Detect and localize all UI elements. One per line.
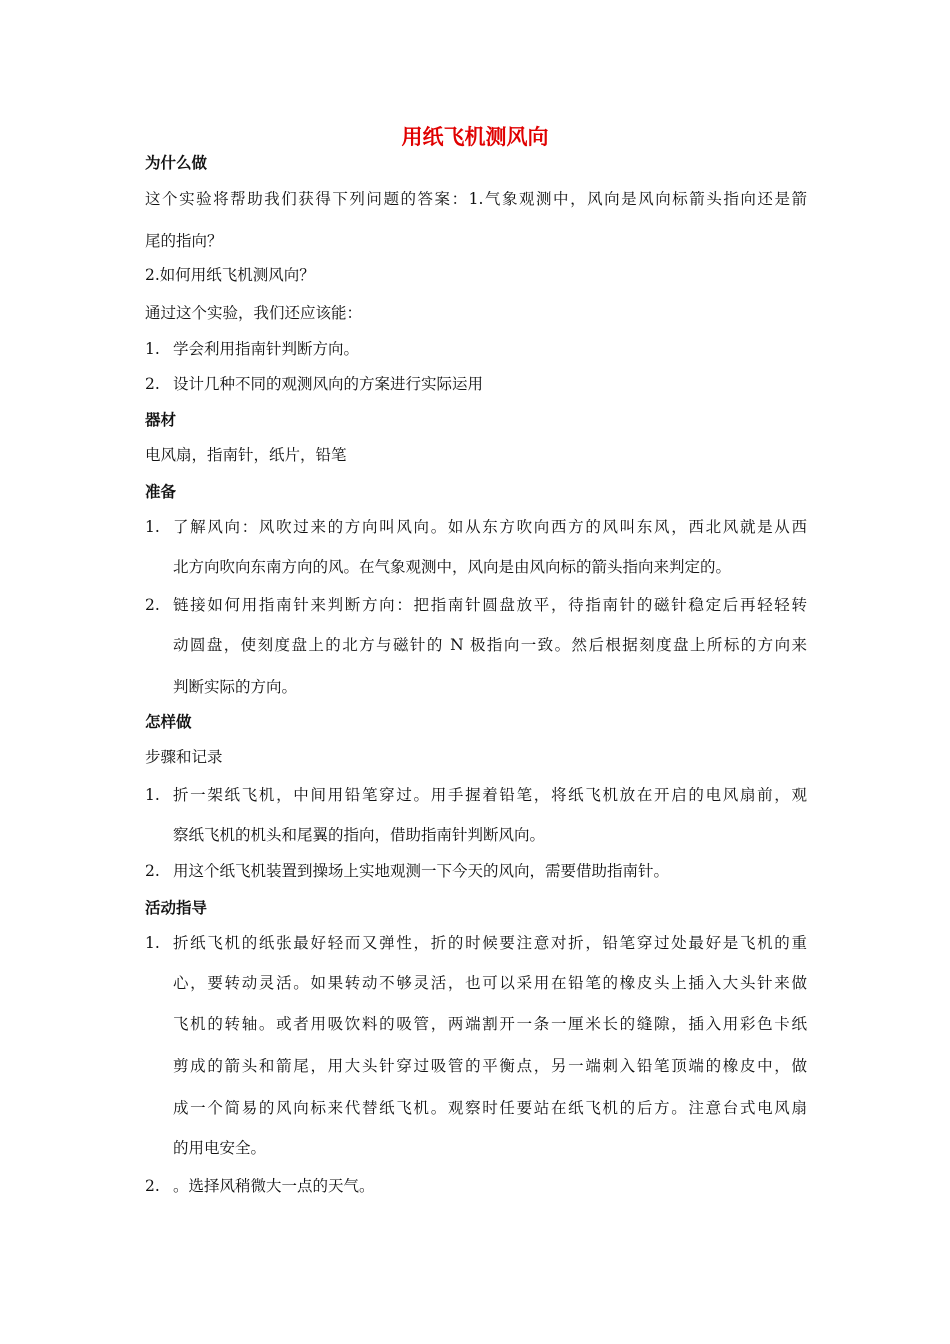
how-item-1-line-1: 折一架纸飞机，中间用铅笔穿过。用手握着铅笔，将纸飞机放在开启的电风扇前，观 bbox=[173, 786, 807, 804]
how-item-1-line-2: 察纸飞机的机头和尾翼的指向，借助指南针判断风向。 bbox=[173, 826, 546, 844]
why-item-1-text: 学会利用指南针判断方向。 bbox=[173, 340, 360, 358]
guide-item-1-line-4: 剪成的箭头和箭尾，用大头针穿过吸管的平衡点，另一端刺入铅笔顶端的橡皮中，做 bbox=[173, 1057, 807, 1075]
prepare-item-1-number: 1. bbox=[145, 518, 160, 536]
guide-item-1-line-5: 成一个简易的风向标来代替纸飞机。观察时任要站在纸飞机的后方。注意台式电风扇 bbox=[173, 1099, 807, 1117]
guide-item-1-line-6: 的用电安全。 bbox=[173, 1139, 267, 1157]
section-heading-guide: 活动指导 bbox=[145, 899, 208, 917]
guide-item-2-number: 2. bbox=[145, 1177, 160, 1195]
why-intro-line-2: 尾的指向？ bbox=[145, 232, 223, 250]
guide-item-1-number: 1. bbox=[145, 934, 160, 952]
why-item-2-text: 设计几种不同的观测风向的方案进行实际运用 bbox=[173, 375, 484, 393]
why-item-1-number: 1. bbox=[145, 340, 160, 358]
section-heading-prepare: 准备 bbox=[145, 483, 177, 501]
how-item-1-number: 1. bbox=[145, 786, 160, 804]
section-heading-materials: 器材 bbox=[145, 411, 177, 429]
how-item-2-line-1: 用这个纸飞机装置到操场上实地观测一下今天的风向，需要借助指南针。 bbox=[173, 862, 670, 880]
section-heading-why: 为什么做 bbox=[145, 154, 208, 172]
prepare-item-2-line-1: 链接如何用指南针来判断方向：把指南针圆盘放平，待指南针的磁针稳定后再轻轻转 bbox=[173, 596, 807, 614]
why-intro-line-1: 这个实验将帮助我们获得下列问题的答案：1.气象观测中，风向是风向标箭头指向还是箭 bbox=[145, 190, 807, 208]
prepare-item-1-line-2: 北方向吹向东南方向的风。在气象观测中，风向是由风向标的箭头指向来判定的。 bbox=[173, 558, 732, 576]
how-item-2-number: 2. bbox=[145, 862, 160, 880]
materials-text: 电风扇，指南针，纸片，铅笔 bbox=[145, 446, 347, 464]
section-heading-how: 怎样做 bbox=[145, 713, 192, 731]
guide-item-1-line-2: 心，要转动灵活。如果转动不够灵活，也可以采用在铅笔的橡皮头上插入大头针来做 bbox=[173, 974, 807, 992]
why-item-2-number: 2. bbox=[145, 375, 160, 393]
why-question-2: 2.如何用纸飞机测风向？ bbox=[145, 266, 315, 284]
how-subheading: 步骤和记录 bbox=[145, 748, 223, 766]
why-should-text: 通过这个实验，我们还应该能： bbox=[145, 304, 363, 322]
guide-item-1-line-3: 飞机的转轴。或者用吸饮料的吸管，两端割开一条一厘米长的缝隙，插入用彩色卡纸 bbox=[173, 1015, 807, 1033]
prepare-item-2-number: 2. bbox=[145, 596, 160, 614]
guide-item-2-line-1: 。选择风稍微大一点的天气。 bbox=[173, 1177, 375, 1195]
prepare-item-1-line-1: 了解风向：风吹过来的方向叫风向。如从东方吹向西方的风叫东风，西北风就是从西 bbox=[173, 518, 807, 536]
prepare-item-2-line-3: 判断实际的方向。 bbox=[173, 678, 298, 696]
page-title: 用纸飞机测风向 bbox=[401, 125, 549, 149]
guide-item-1-line-1: 折纸飞机的纸张最好轻而又弹性，折的时候要注意对折，铅笔穿过处最好是飞机的重 bbox=[173, 934, 807, 952]
prepare-item-2-line-2: 动圆盘，使刻度盘上的北方与磁针的 N 极指向一致。然后根据刻度盘上所标的方向来 bbox=[173, 636, 807, 654]
